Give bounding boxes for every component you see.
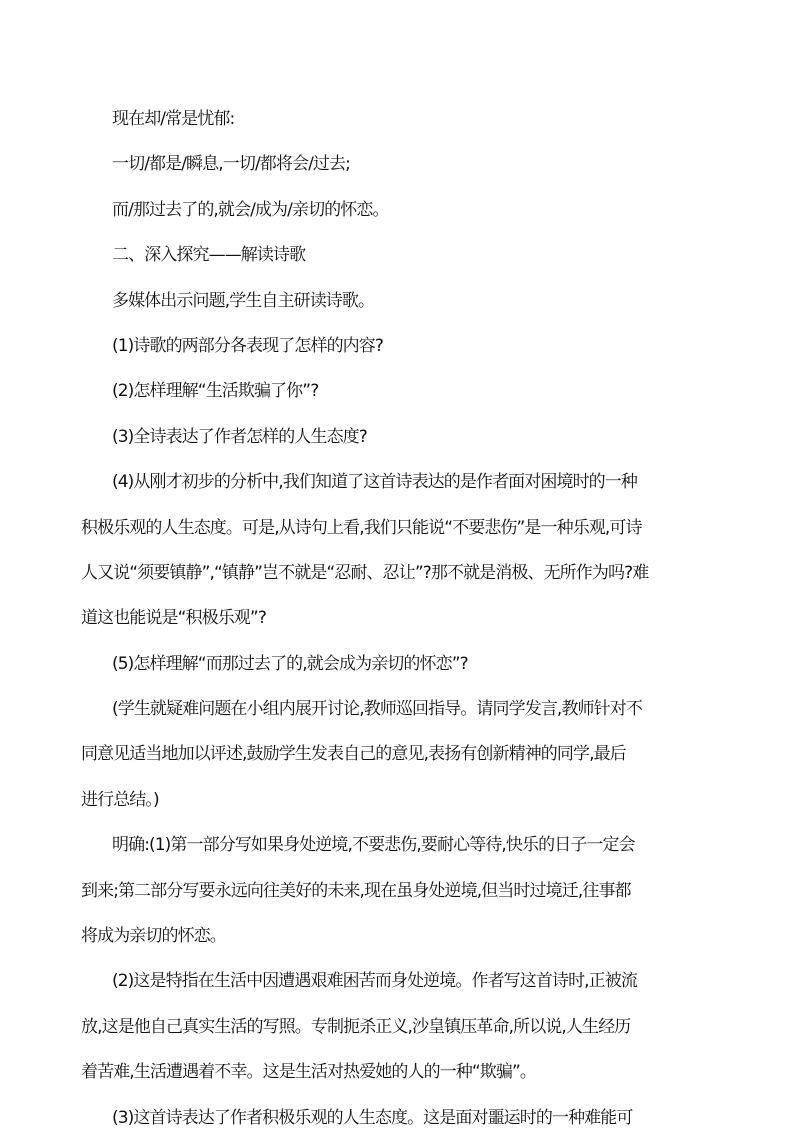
- discussion-paragraph: [81, 694, 718, 816]
- question-4-paragraph: [81, 467, 718, 634]
- question-5-paragraph: [112, 649, 718, 680]
- poem-line-2: 一切/都是/瞬息,一切/都将会/过去;: [112, 154, 350, 175]
- poem-line-1: 现在却/常是忧郁:: [112, 109, 235, 129]
- answer-3-paragraph: [112, 1103, 718, 1133]
- paragraph-line: 道这也能说是“积极乐观”?: [81, 608, 266, 629]
- paragraph-line: 积极乐观的人生态度。可是,从诗句上看,我们只能说“不要悲伤”是一种乐观,可诗: [81, 517, 642, 538]
- question-2: (2)怎样理解“生活欺骗了你”?: [112, 381, 319, 402]
- intro-text: 多媒体出示问题,学生自主研读诗歌。: [112, 290, 375, 311]
- paragraph-line: 将成为亲切的怀恋。: [81, 926, 226, 947]
- poem-line-3: 而/那过去了的,就会/成为/亲切的怀恋。: [112, 199, 389, 220]
- paragraph-line: (5)怎样理解“而那过去了的,就会成为亲切的怀恋”?: [112, 653, 468, 674]
- answer-1-paragraph: [81, 830, 718, 952]
- paragraph-line: (4)从刚才初步的分析中,我们知道了这首诗表达的是作者面对困境时的一种: [112, 472, 637, 493]
- paragraph-line: 放,这是他自己真实生活的写照。专制扼杀正义,沙皇镇压革命,所以说,人生经历: [81, 1016, 631, 1037]
- paragraph-line: 同意见适当地加以评述,鼓励学生发表自己的意见,表扬有创新精神的同学,最后: [81, 744, 626, 765]
- paragraph-line: (3)这首诗表达了作者积极乐观的人生态度。这是面对噩运时的一种难能可: [112, 1107, 633, 1128]
- paragraph-line: 人又说“须要镇静”,“镇静”岂不就是“忍耐、忍让”?那不就是消极、无所作为吗?难: [81, 562, 649, 583]
- paragraph-line: 明确:(1)第一部分写如果身处逆境,不要悲伤,要耐心等待,快乐的日子一定会: [112, 835, 635, 856]
- paragraph-line: (学生就疑难问题在小组内展开讨论,教师巡回指导。请同学发言,教师针对不: [112, 699, 642, 720]
- section-heading: 二、深入探究——解读诗歌: [112, 245, 306, 266]
- paragraph-line: 着苦难,生活遭遇着不幸。这是生活对热爱她的人的一种“欺骗”。: [81, 1062, 537, 1083]
- paragraph-line: (2)这是特指在生活中因遭遇艰难困苦而身处逆境。作者写这首诗时,正被流: [112, 971, 637, 992]
- paragraph-line: 进行总结。): [81, 789, 159, 810]
- paragraph-line: 到来;第二部分写要永远向往美好的未来,现在虽身处逆境,但当时过境迁,往事都: [81, 880, 631, 901]
- answer-2-paragraph: [81, 966, 718, 1088]
- question-3: (3)全诗表达了作者怎样的人生态度?: [112, 426, 367, 447]
- question-1: (1)诗歌的两部分各表现了怎样的内容?: [112, 335, 384, 356]
- document-page: [81, 104, 718, 1133]
